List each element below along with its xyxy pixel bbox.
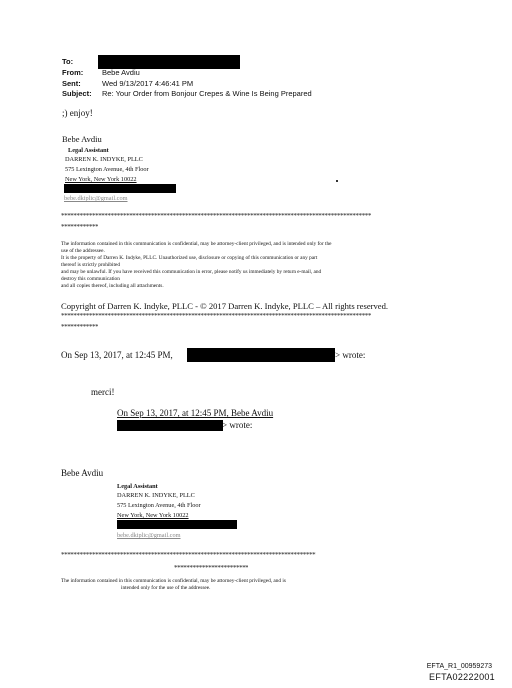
bates-number-secondary: EFTA02222001 [429, 672, 495, 682]
from-value: Bebe Avdiu [102, 68, 140, 77]
disclaimer-line: and all copies thereof, including all attachments. [61, 283, 164, 289]
signature-email[interactable]: bebe.dkiplic@gmail.com [64, 195, 128, 202]
redaction-to [98, 55, 240, 69]
quote-header: On Sep 13, 2017, at 12:45 PM, [61, 350, 173, 360]
speck [336, 180, 338, 182]
stars-divider: ********************************************************************************** [61, 551, 316, 559]
signature-address1: 575 Lexington Avenue, 4th Floor [65, 166, 149, 173]
disclaimer-line: The information contained in this communication is confidential, may be attorney-client privileged, and is intended only for the [61, 241, 332, 247]
stars-divider: **************************************************************************************************** [61, 212, 372, 220]
quote-wrote-2: > wrote: [222, 420, 253, 430]
stars-divider-short: ************ [61, 223, 99, 231]
redaction-phone-2 [117, 520, 237, 529]
sent-value: Wed 9/13/2017 4:46:41 PM [102, 79, 194, 88]
quote-body: merci! [91, 387, 115, 397]
signature-address2: New York, New York 10022 [65, 176, 137, 183]
subject-label: Subject: [62, 89, 92, 98]
disclaimer-line: intended only for the use of the addressee. [121, 585, 211, 591]
from-label: From: [62, 68, 84, 77]
signature-title: Legal Assistant [68, 147, 109, 154]
disclaimer-line: and may be unlawful. If you have received this communication in error, please notify us immediately by return e-mail, and [61, 269, 322, 275]
bates-number: EFTA_R1_00959273 [426, 663, 492, 670]
disclaimer-line: It is the property of Darren K. Indyke, PLLC. Unauthorized use, disclosure or copying of this communication or any part [61, 255, 318, 261]
redaction-phone [64, 184, 176, 193]
signature-name: Bebe Avdiu [62, 134, 102, 144]
quote-wrote: > wrote: [335, 350, 366, 360]
signature-name: Bebe Avdiu [61, 468, 104, 478]
disclaimer-line: The information contained in this communication is confidential, may be attorney-client privileged, and is [61, 578, 286, 584]
stars-divider-short: ************ [61, 323, 99, 331]
to-label: To: [62, 57, 74, 66]
signature-address1: 575 Lexington Avenue, 4th Floor [117, 502, 201, 509]
sent-label: Sent: [62, 79, 81, 88]
stars-divider-short: ************************ [174, 564, 249, 572]
subject-value: Re: Your Order from Bonjour Crepes & Wine Is Being Prepared [102, 89, 312, 98]
disclaimer-line: use of the addressee. [61, 248, 105, 254]
signature-email[interactable]: bebe.dkiplic@gmail.com [117, 532, 181, 539]
quote-header-2: On Sep 13, 2017, at 12:45 PM, Bebe Avdiu [117, 408, 274, 418]
copyright: Copyright of Darren K. Indyke, PLLC - © 2017 Darren K. Indyke, PLLC – All rights reserved. [61, 301, 389, 311]
redaction-sender [187, 348, 335, 362]
disclaimer-line: destroy this communication [61, 276, 120, 282]
redaction-sender-2 [117, 420, 223, 431]
body-text: ;) enjoy! [62, 108, 93, 118]
stars-divider: **************************************************************************************************** [61, 312, 372, 320]
signature-address2: New York, New York 10022 [117, 512, 189, 519]
disclaimer-line: thereof is strictly prohibited [61, 262, 120, 268]
signature-firm: DARREN K. INDYKE, PLLC [65, 156, 143, 163]
signature-title: Legal Assistant [117, 483, 158, 490]
signature-firm: DARREN K. INDYKE, PLLC [117, 492, 195, 499]
